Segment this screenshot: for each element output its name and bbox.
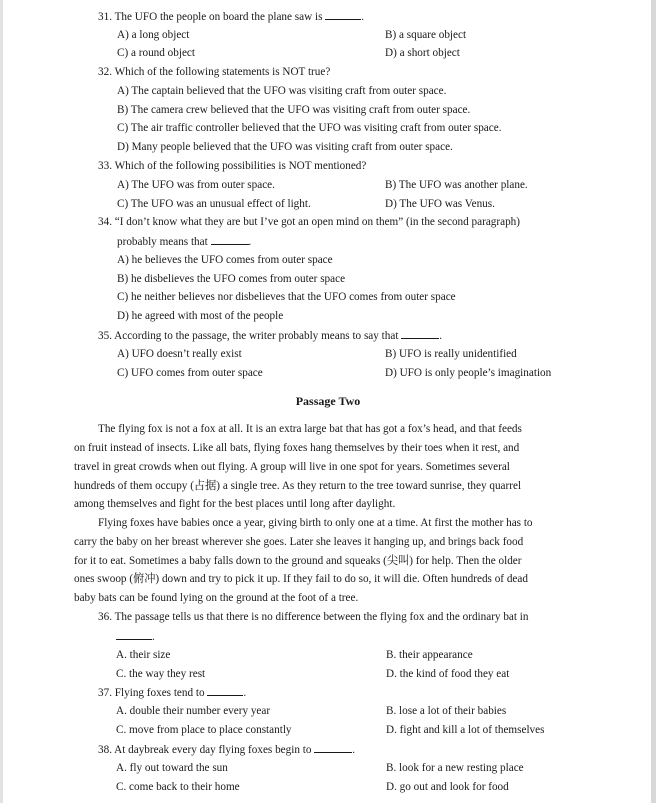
stem-text: 37. Flying foxes tend to	[98, 687, 205, 699]
q33-option-d: D) The UFO was Venus.	[385, 198, 495, 210]
q37-option-b: B. lose a lot of their babies	[386, 705, 507, 717]
q35-option-a: A) UFO doesn’t really exist	[117, 348, 242, 360]
stem-end: .	[439, 330, 443, 342]
q34-option-d: D) he agreed with most of the people	[117, 310, 284, 322]
q33-option-a: A) The UFO was from outer space.	[117, 179, 275, 191]
q32-option-d: D) Many people believed that the UFO was visiting craft from outer space.	[117, 141, 453, 153]
question-35-stem	[98, 328, 442, 343]
q31-option-b: B) a square object	[385, 29, 467, 41]
passage-line: baby bats can be found lying on the ground at the foot of a tree.	[74, 592, 359, 604]
answer-blank	[211, 234, 249, 245]
stem-end: .	[352, 744, 356, 756]
question-32-stem: 32. Which of the following statements is NOT true?	[98, 66, 331, 78]
stem-end: .	[243, 687, 247, 699]
q34-option-c: C) he neither believes nor disbelieves that the UFO comes from outer space	[117, 291, 456, 303]
question-34-stem-cont	[117, 234, 251, 249]
stem-end: .	[248, 236, 252, 248]
passage-line: Flying foxes have babies once a year, giving birth to only one at a time. At first the mother has to	[98, 517, 533, 529]
answer-blank	[116, 629, 152, 640]
q35-option-c: C) UFO comes from outer space	[117, 367, 263, 379]
q34-option-b: B) he disbelieves the UFO comes from outer space	[117, 273, 346, 285]
question-38-stem	[98, 742, 355, 757]
stem-end: .	[152, 631, 155, 643]
q35-option-d: D) UFO is only people’s imagination	[385, 367, 552, 379]
q31-option-d: D) a short object	[385, 47, 460, 59]
stem-text: probably means that	[117, 236, 208, 248]
question-34-stem: 34. “I don’t know what they are but I’ve got an open mind on them” (in the second paragraph)	[98, 216, 520, 228]
q38-option-d: D. go out and look for food	[386, 781, 509, 793]
q31-option-c: C) a round object	[117, 47, 195, 59]
question-36-stem-cont	[116, 629, 155, 644]
q36-option-c: C. the way they rest	[116, 668, 206, 680]
question-36-stem: 36. The passage tells us that there is no difference between the flying fox and the ordinary bat in	[98, 611, 529, 623]
answer-blank	[314, 742, 352, 753]
stem-text: 38. At daybreak every day flying foxes begin to	[98, 744, 312, 756]
q37-option-c: C. move from place to place constantly	[116, 724, 292, 736]
q36-option-b: B. their appearance	[386, 649, 473, 661]
stem-end: .	[361, 11, 365, 23]
answer-blank	[401, 328, 439, 339]
passage-line: on fruit instead of insects. Like all bats, flying foxes hang themselves by their toes when it rest, and	[74, 442, 520, 454]
q33-option-b: B) The UFO was another plane.	[385, 179, 528, 191]
question-33-stem: 33. Which of the following possibilities is NOT mentioned?	[98, 160, 367, 172]
answer-blank	[325, 9, 361, 20]
q37-option-d: D. fight and kill a lot of themselves	[386, 724, 545, 736]
question-37-stem	[98, 685, 246, 700]
passage-line: The flying fox is not a fox at all. It is an extra large bat that has got a fox’s head, and that feeds	[98, 423, 522, 435]
answer-blank	[207, 685, 243, 696]
stem-text: 31. The UFO the people on board the plane saw is	[98, 11, 323, 23]
q32-option-c: C) The air traffic controller believed that the UFO was visiting craft from outer space.	[117, 122, 502, 134]
stem-text: 35. According to the passage, the writer probably means to say that	[98, 330, 399, 342]
passage-line: among themselves and fight for the best places until long after daylight.	[74, 498, 396, 510]
q38-option-a: A. fly out toward the sun	[116, 762, 228, 774]
q37-option-a: A. double their number every year	[116, 705, 271, 717]
q35-option-b: B) UFO is really unidentified	[385, 348, 517, 360]
passage-line: for it to eat. Sometimes a baby falls down to the ground and squeaks (尖叫) for help. Then the older	[74, 555, 522, 567]
q32-option-a: A) The captain believed that the UFO was visiting craft from outer space.	[117, 85, 447, 97]
q38-option-b: B. look for a new resting place	[386, 762, 524, 774]
q31-option-a: A) a long object	[117, 29, 190, 41]
q36-option-a: A. their size	[116, 649, 171, 661]
passage-line: travel in great crowds when out flying. A group will live in one spot for years. Sometimes several	[74, 461, 510, 473]
passage-line: ones swoop (俯冲) down and try to pick it up. If they fail to do so, it will die. Often hundreds of dead	[74, 573, 528, 585]
passage-line: carry the baby on her breast wherever she goes. Later she leaves it hanging up, and brings back food	[74, 536, 524, 548]
q36-option-d: D. the kind of food they eat	[386, 668, 510, 680]
question-31-stem	[98, 9, 364, 24]
passage-title: Passage Two	[295, 394, 361, 408]
passage-line: hundreds of them occupy (占据) a single tree. As they return to the tree toward sunrise, they quarrel	[74, 480, 522, 492]
q34-option-a: A) he believes the UFO comes from outer space	[117, 254, 333, 266]
q33-option-c: C) The UFO was an unusual effect of light.	[117, 198, 311, 210]
q38-option-c: C. come back to their home	[116, 781, 240, 793]
q32-option-b: B) The camera crew believed that the UFO was visiting craft from outer space.	[117, 104, 471, 116]
